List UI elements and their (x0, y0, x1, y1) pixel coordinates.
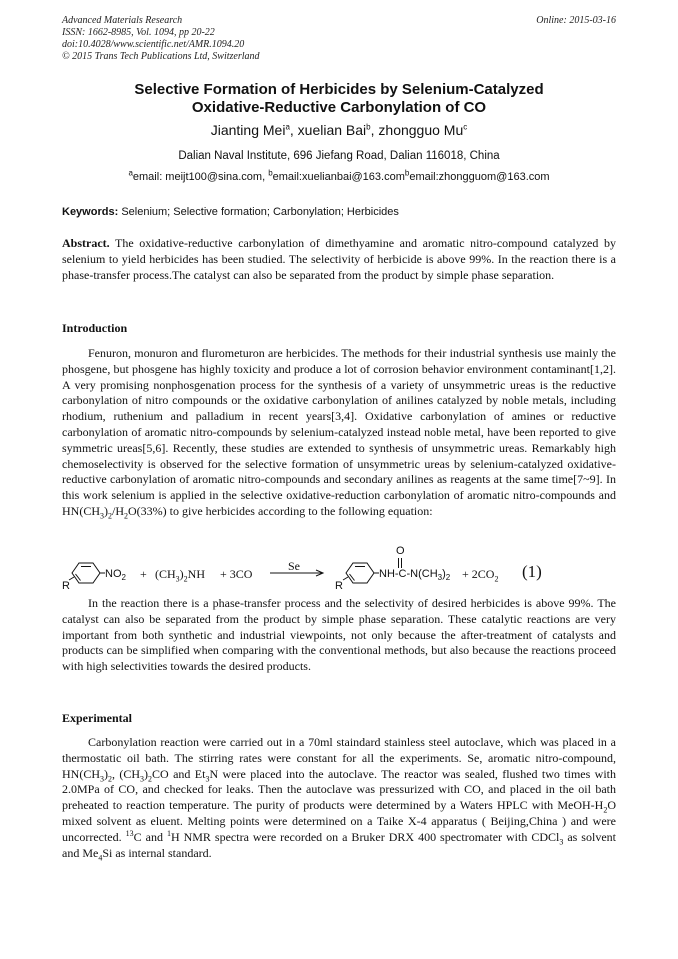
carbon-dioxide (462, 567, 498, 582)
author-mark: b (366, 122, 371, 132)
dimethylamine (155, 567, 205, 582)
introduction-paragraph-2: In the reaction there is a phase-transfer process and the selectivity of desired herbicides is above 99%. The catalyst can also be separated from the product by simple phase separation. These catalytic reactions are very important from both synthetic and industrial viewpoints, not only because the after-treatment of catalysts and products can be simplified when comparing with the conventional methods, but also because the reactions proceed with high selectivities towards the desired products. (62, 596, 616, 674)
subscript: 4 (98, 852, 103, 862)
issn: ISSN: 1662-8985, Vol. 1094, pp 20-22 (62, 27, 215, 38)
introduction-heading: Introduction (62, 321, 128, 335)
experimental-heading: Experimental (62, 711, 132, 725)
text-part: ) (104, 766, 108, 781)
text-part: Si as internal standard. (102, 845, 212, 860)
subscript: 3 (437, 573, 443, 583)
subscript: 2 (494, 574, 499, 584)
formula-part: (CH (155, 567, 176, 581)
experimental-paragraph (62, 735, 616, 861)
running-header (62, 15, 260, 63)
text-part: C and (133, 829, 167, 844)
subscript: 2 (445, 573, 451, 583)
text-part: as solvent and Me (62, 829, 616, 860)
plus-sign: + (140, 567, 147, 581)
nitro-group (105, 568, 126, 583)
formula-part: /H (112, 503, 124, 518)
subscript: 3 (100, 511, 104, 521)
formula-part: ) (179, 567, 184, 581)
subscript: 3 (100, 773, 104, 783)
subscript: 2 (603, 805, 608, 815)
superscript: 1 (166, 828, 171, 838)
subscript: 2 (124, 511, 128, 521)
author-name: xuelian Bai (297, 122, 367, 138)
formula-part: + 2CO (462, 567, 495, 581)
text-part: H NMR spectra were recorded on a Bruker DRX 400 spectromater with CDCl (170, 829, 560, 844)
formula-part: HN(CH (62, 503, 100, 518)
intro-text: Fenuron, monuron and flurometuron are herbicides. The methods for their industrial synthesis use mainly the phosgene, but phosgene has highly toxicity and produce a lot of corrosion behavior environment contaminant[1,2]. A very promising nonphosgenation process for the synthesis of a variety of unsymmetric ureas is the reductive carbonylation of nitro compounds or the oxidative carbonylation of anilines catalyzed by noble metals, including rhodium, ruthenium and palladium in recent years[3,4]. Oxidative carbonylation of amines or reductive carbonylation of aromatic nitro-compounds by selenium-catalyzed instead noble metal, have been reported to give symmetric ureas[5,6]. Recently, these studies are extended to synthesis of unsymmetric ureas. Remarkably high chemoselectivity is observed for the selective formation of unsymmetric ureas by selenium-catalyzed oxidative-reductive carbonylation of aromatic nitro-compounds and secondary anilines as reagents at the same time[7~9]. In this work selenium is applied in the selective oxidative-reduction carbonylation of aromatic nitro-compounds and (62, 346, 616, 503)
copyright: © 2015 Trans Tech Publications Ltd, Switzerland (62, 51, 260, 62)
equation-number: (1) (522, 562, 542, 581)
keywords-label: Keywords: (62, 206, 119, 218)
subscript: 2 (121, 573, 126, 583)
text-part: ) (144, 766, 149, 781)
keywords (62, 206, 616, 218)
formula-part: NH-C-N(CH (379, 568, 438, 580)
subscript: 3 (140, 773, 145, 783)
double-bond-icon (396, 558, 404, 568)
subscript: 2 (108, 511, 112, 521)
email-mark: b (404, 168, 410, 178)
author-name: zhongguo Mu (378, 122, 464, 138)
abstract-label: Abstract. (62, 236, 110, 250)
author-mark: a (285, 122, 290, 132)
formula-part: ) (104, 503, 108, 518)
text-part: N were placed into the autoclave. The reactor was sealed, flushed two times with 2.0MPa of CO, and checked for leaks. Then the autoclave was pressurized with CO, and placed in the oil bath preheated to reaction temperature. The purity of products were determined by a Waters HPLC with MeOH-H (62, 766, 616, 813)
introduction-paragraph-1 (62, 346, 616, 520)
online-date: Online: 2015-03-16 (536, 15, 616, 26)
catalyst-label: Se (288, 559, 300, 573)
text-part: Carbonylation reaction were carried out in a 70ml staindard stainless steel autoclave, which was placed in a thermostatic oil bath. The stirring rates were constant for all the experiments. Se, aromatic nitro-compound, HN(CH (62, 735, 616, 781)
paper-title (62, 81, 616, 117)
keywords-text: Selenium; Selective formation; Carbonylation; Herbicides (121, 206, 399, 218)
title-line-1: Selective Formation of Herbicides by Selenium-Catalyzed (134, 81, 544, 98)
r-group: R (62, 580, 70, 592)
formula-part: NO (105, 568, 122, 580)
email-mark: a (128, 168, 133, 178)
reaction-arrow-icon (270, 569, 326, 577)
author-name: Jianting Mei (210, 122, 286, 138)
text-part: , (CH (112, 766, 141, 781)
subscript: 2 (183, 574, 188, 584)
carbonyl-oxygen: O (396, 545, 405, 557)
title-line-2: Oxidative-Reductive Carbonylation of CO (191, 99, 487, 116)
reaction-equation (62, 545, 622, 595)
text-part: CO and Et (152, 766, 206, 781)
formula-part: NH (187, 567, 206, 581)
text-part: O mixed solvent as eluent. Melting points were determined on a Taike X-4 apparatus ( Beijing,China ) and were uncorrected. (62, 798, 616, 844)
doi: doi:10.4028/www.scientific.net/AMR.1094.20 (62, 39, 245, 50)
email-list (62, 168, 616, 183)
abstract-text: The oxidative-reductive carbonylation of dimethyamine and aromatic nitro-compound catalyzed by selenium to yield herbicides has been studied. The selectivity of herbicide is above 99%. In the reaction there is a phase-transfer process.The catalyst can also be separated from the product by simple phase separation. (62, 236, 616, 282)
abstract (62, 236, 616, 283)
email-b[interactable]: email:xuelianbai@163.com (272, 171, 405, 183)
email-a[interactable]: email: meijt100@sina.com, (132, 171, 269, 183)
subscript: 2 (148, 773, 153, 783)
email-c[interactable]: email:zhongguom@163.com (409, 171, 550, 183)
subscript: 3 (559, 837, 564, 847)
urea-product (379, 568, 451, 583)
carbon-monoxide: + 3CO (220, 567, 253, 581)
author-mark: c (463, 122, 468, 132)
email-mark: b (268, 168, 273, 178)
superscript: 13 (125, 828, 134, 838)
subscript: 3 (175, 574, 180, 584)
formula-part: O(33%) to give herbicides according to the following equation: (128, 503, 433, 518)
subscript: 2 (108, 773, 112, 783)
affiliation: Dalian Naval Institute, 696 Jiefang Road, Dalian 116018, China (178, 150, 500, 162)
subscript: 3 (205, 773, 210, 783)
benzene-ring-icon (342, 559, 380, 587)
r-group: R (335, 580, 343, 592)
journal-name: Advanced Materials Research (62, 15, 183, 26)
author-list: Jianting Mei$^a$, xuelian Bai$^b$, zhongguo Mu$^c$ (210, 122, 468, 138)
benzene-ring-icon (68, 559, 106, 587)
formula-part: ) (442, 568, 446, 580)
